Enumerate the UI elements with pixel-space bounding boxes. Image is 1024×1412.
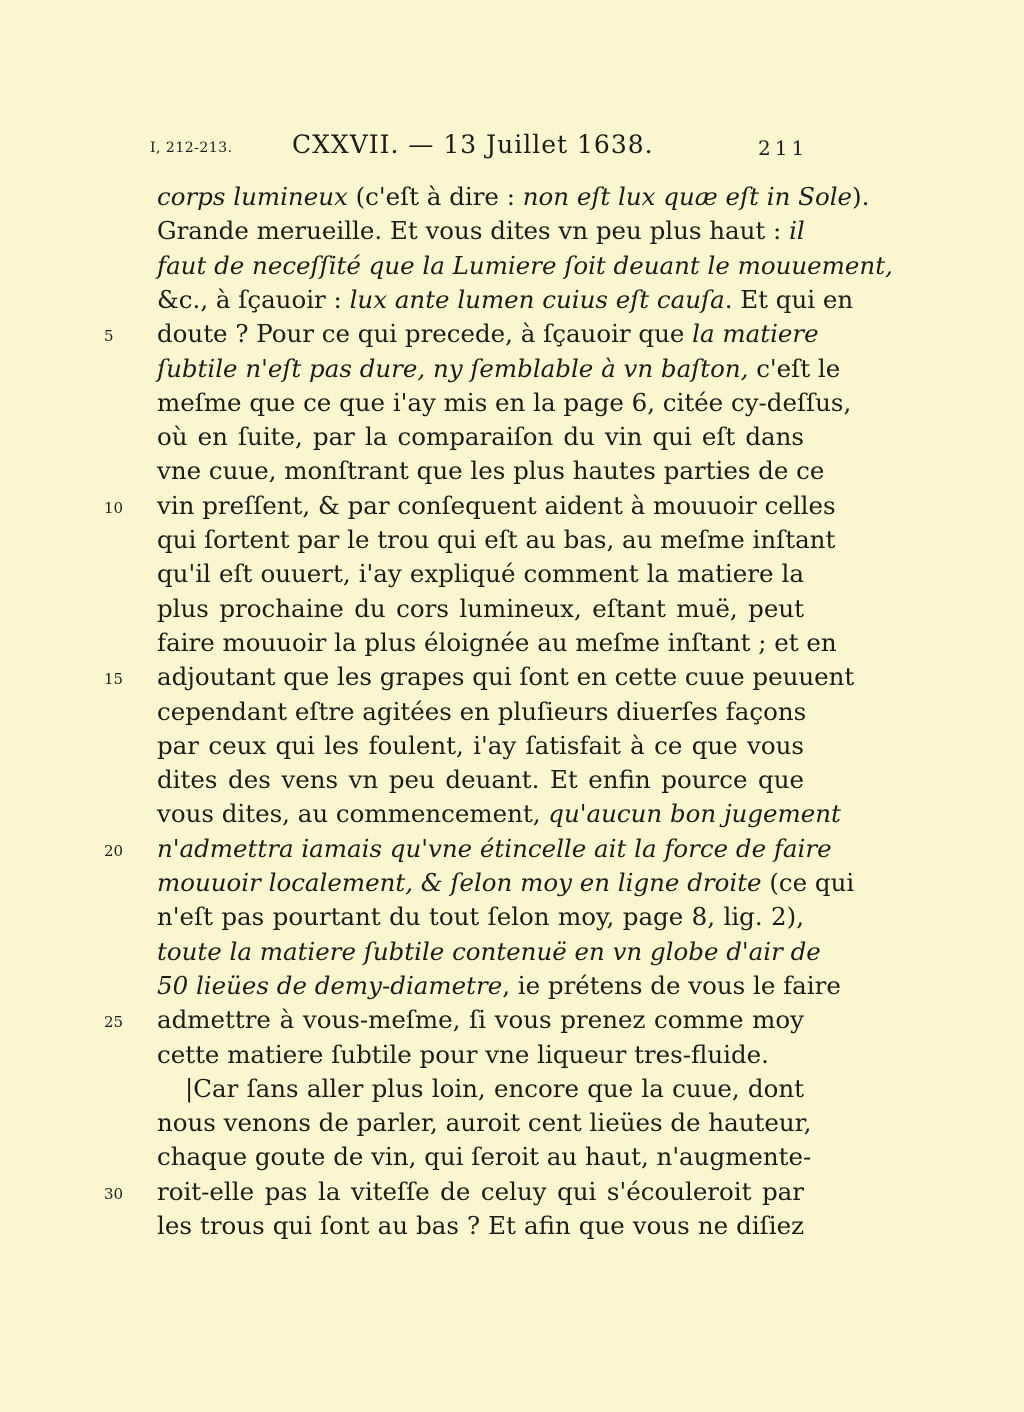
text-line xyxy=(157,352,841,386)
text-line xyxy=(157,523,836,557)
text-segment: , ie prétens de vous le faire xyxy=(502,970,841,1000)
text-segment: (c'eſt à dire : xyxy=(347,182,523,211)
text-line xyxy=(157,249,893,283)
italic-text: faut de neceſſité que la Lumiere ſoit deuant le mouuement, xyxy=(157,250,893,280)
text-segment: plus prochaine du cors lumineux, eſtant muë, peut xyxy=(157,593,804,623)
text-line xyxy=(157,1140,812,1174)
text-segment: qu'il eſt ouuert, i'ay expliqué comment la matiere la xyxy=(157,559,804,589)
page-header xyxy=(0,128,1024,168)
text-segment: n'eſt pas pourtant du tout ſelon moy, page 8, lig. 2), xyxy=(157,902,804,932)
text-segment: doute ? Pour ce qui precede, à ſçauoir que xyxy=(157,319,693,349)
text-segment: c'eſt le xyxy=(748,353,841,383)
text-line xyxy=(157,935,821,969)
text-line xyxy=(157,832,832,866)
italic-text: non eſt lux quæ eſt in Sole xyxy=(522,182,853,211)
text-segment: où en ſuite, par la comparaiſon du vin qui eſt dans xyxy=(157,422,804,452)
text-line xyxy=(157,1175,804,1209)
line-number: 20 xyxy=(104,841,124,860)
text-line xyxy=(157,454,825,488)
text-line xyxy=(157,283,854,317)
page-number: 211 xyxy=(758,136,809,160)
text-line xyxy=(157,592,804,626)
italic-text: qu'aucun bon jugement xyxy=(548,799,841,829)
text-line xyxy=(157,214,804,248)
text-line xyxy=(157,900,804,934)
text-line xyxy=(157,489,836,523)
text-line xyxy=(157,557,804,591)
text-line xyxy=(157,729,804,763)
text-line xyxy=(157,660,855,694)
text-segment: vne cuue, monſtrant que les plus hautes parties de ce xyxy=(157,456,825,486)
text-segment: ). xyxy=(852,182,870,211)
text-segment: cette matiere ſubtile pour vne liqueur tres-fluide. xyxy=(157,1039,769,1069)
text-line xyxy=(157,969,841,1003)
text-segment: dites des vens vn peu deuant. Et enfin pource que xyxy=(157,765,804,795)
text-segment: cependant eſtre agitées en pluſieurs diuerſes façons xyxy=(157,696,807,726)
line-number: 15 xyxy=(104,670,124,689)
text-line xyxy=(157,763,804,797)
line-number: 10 xyxy=(104,498,124,517)
italic-text: lux ante lumen cuius eſt cauſa xyxy=(349,284,725,314)
text-line xyxy=(157,1003,804,1037)
text-line xyxy=(157,1209,804,1243)
italic-text: 50 lieües de demy-diametre xyxy=(157,970,503,1000)
volume-reference: I, 212-213. xyxy=(150,140,233,156)
text-line xyxy=(157,420,804,454)
text-segment: chaque goute de vin, qui ſeroit au haut, n'augmente- xyxy=(157,1142,812,1172)
text-line xyxy=(157,1106,812,1140)
letter-title: CXXVII. — 13 Juillet 1638. xyxy=(292,130,654,159)
text-line xyxy=(157,386,852,420)
text-segment: meſme que ce que i'ay mis en la page 6, citée cy-deſſus, xyxy=(157,387,852,417)
text-segment: qui ſortent par le trou qui eſt au bas, au meſme inſtant xyxy=(157,525,836,554)
text-segment: vin preſſent, & par conſequent aident à mouuoir celles xyxy=(157,490,836,520)
text-segment: roit-elle pas la viteſſe de celuy qui s'écouleroit par xyxy=(157,1176,804,1206)
text-segment: nous venons de parler, auroit cent lieües de hauteur, xyxy=(157,1108,812,1138)
italic-text: ſubtile n'eſt pas dure, ny ſemblable à vn baſton, xyxy=(157,353,749,383)
text-line xyxy=(157,317,819,351)
text-line xyxy=(157,797,841,831)
text-line xyxy=(157,695,807,729)
italic-text: n'admettra iamais qu'vne étincelle ait la force de faire xyxy=(157,833,832,863)
text-segment: Grande merueille. Et vous dites vn peu plus haut : xyxy=(157,216,790,246)
line-number: 30 xyxy=(104,1184,124,1203)
text-segment: adjoutant que les grapes qui ſont en cette cuue peuuent xyxy=(157,662,855,692)
text-line xyxy=(185,1072,804,1106)
text-segment: par ceux qui les foulent, i'ay ſatisfait à ce que vous xyxy=(157,730,804,760)
italic-text: corps lumineux xyxy=(157,182,348,211)
text-segment: vous dites, au commencement, xyxy=(157,799,549,829)
text-segment: faire mouuoir la plus éloignée au meſme inſtant ; et en xyxy=(157,627,837,657)
italic-text: il xyxy=(789,216,805,246)
italic-text: mouuoir localement, & ſelon moy en ligne droite xyxy=(157,868,762,897)
text-segment: . Et qui en xyxy=(724,284,854,314)
line-number: 25 xyxy=(104,1013,124,1032)
text-line xyxy=(157,180,870,214)
text-line xyxy=(157,866,855,900)
text-line xyxy=(157,1038,804,1072)
italic-text: toute la matiere ſubtile contenuë en vn globe d'air de xyxy=(157,936,821,966)
text-segment: (ce qui xyxy=(761,868,855,897)
text-segment: les trous qui ſont au bas ? Et afin que vous ne diſiez xyxy=(157,1211,804,1240)
italic-text: la matiere xyxy=(692,319,819,349)
text-segment: |Car ſans aller plus loin, encore que la cuue, dont xyxy=(185,1073,804,1103)
line-number: 5 xyxy=(104,327,114,346)
text-segment: admettre à vous-meſme, ſi vous prenez comme moy xyxy=(157,1005,804,1035)
text-line xyxy=(157,626,837,660)
text-segment: &c., à ſçauoir : xyxy=(157,284,350,314)
